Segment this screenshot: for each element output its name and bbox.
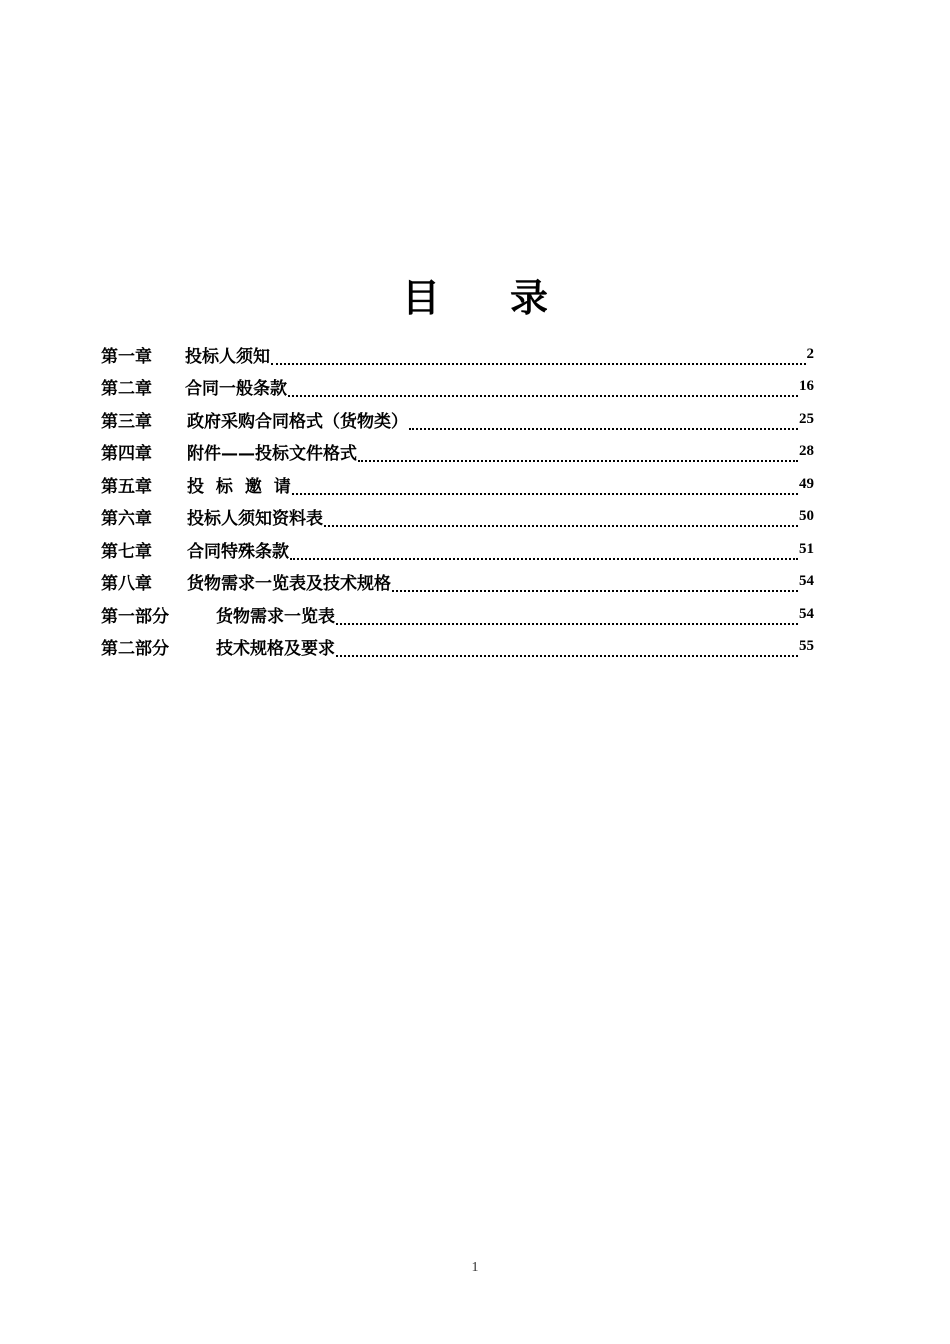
toc-leader-dots [292, 471, 798, 495]
toc-chapter: 第三章 [101, 411, 152, 432]
toc-label: 政府采购合同格式（货物类） [187, 411, 408, 432]
toc-label: 技术规格及要求 [216, 639, 335, 660]
toc-entry[interactable] [101, 371, 814, 404]
toc-title-char-2: 录 [510, 275, 549, 320]
toc-page-number: 16 [799, 378, 814, 395]
toc-chapter: 第四章 [101, 444, 152, 465]
toc-leader-dots [392, 568, 798, 592]
toc-page-number: 54 [799, 573, 814, 590]
toc-title [0, 266, 950, 322]
toc-page-number: 2 [806, 345, 814, 362]
toc-chapter: 第七章 [101, 541, 152, 562]
toc-leader-dots [336, 633, 798, 657]
toc-page-number: 25 [799, 410, 814, 427]
toc-page-number: 51 [799, 540, 814, 557]
toc-page-number: 28 [799, 443, 814, 460]
toc-page-number: 54 [799, 605, 814, 622]
page-number: 1 [471, 1260, 479, 1275]
toc-leader-dots [358, 438, 798, 462]
toc-label: 投 标 邀 请 [187, 476, 291, 497]
toc-label: 货物需求一览表及技术规格 [187, 574, 391, 595]
toc-leader-dots [324, 503, 798, 527]
toc-entry[interactable] [101, 533, 814, 566]
toc-chapter: 第一章 [101, 346, 152, 367]
toc-page-number: 49 [799, 475, 814, 492]
toc-label: 投标人须知资料表 [187, 509, 323, 530]
toc-chapter: 第八章 [101, 574, 152, 595]
toc-page-number: 55 [799, 638, 814, 655]
toc-entry[interactable] [101, 501, 814, 534]
toc-chapter: 第五章 [101, 476, 152, 497]
toc-leader-dots [271, 341, 806, 365]
toc-page-number: 50 [799, 508, 814, 525]
toc-entry[interactable] [101, 468, 814, 501]
toc-label: 附件——投标文件格式 [187, 444, 357, 465]
toc-entry[interactable] [101, 598, 814, 631]
toc-leader-dots [336, 601, 798, 625]
toc-entry[interactable] [101, 631, 814, 664]
toc-chapter: 第一部分 [101, 606, 169, 627]
toc-chapter: 第二章 [101, 379, 152, 400]
toc-chapter: 第二部分 [101, 639, 169, 660]
toc-leader-dots [290, 536, 798, 560]
toc-label: 合同特殊条款 [187, 541, 289, 562]
toc-leader-dots [288, 373, 798, 397]
toc-list [101, 338, 814, 663]
toc-entry[interactable] [101, 403, 814, 436]
toc-chapter: 第六章 [101, 509, 152, 530]
toc-label: 货物需求一览表 [216, 606, 335, 627]
toc-leader-dots [409, 406, 798, 430]
toc-entry[interactable] [101, 338, 814, 371]
toc-title-char-1: 目 [401, 275, 440, 320]
toc-entry[interactable] [101, 436, 814, 469]
toc-entry[interactable] [101, 566, 814, 599]
toc-label: 投标人须知 [185, 346, 270, 367]
toc-label: 合同一般条款 [185, 379, 287, 400]
